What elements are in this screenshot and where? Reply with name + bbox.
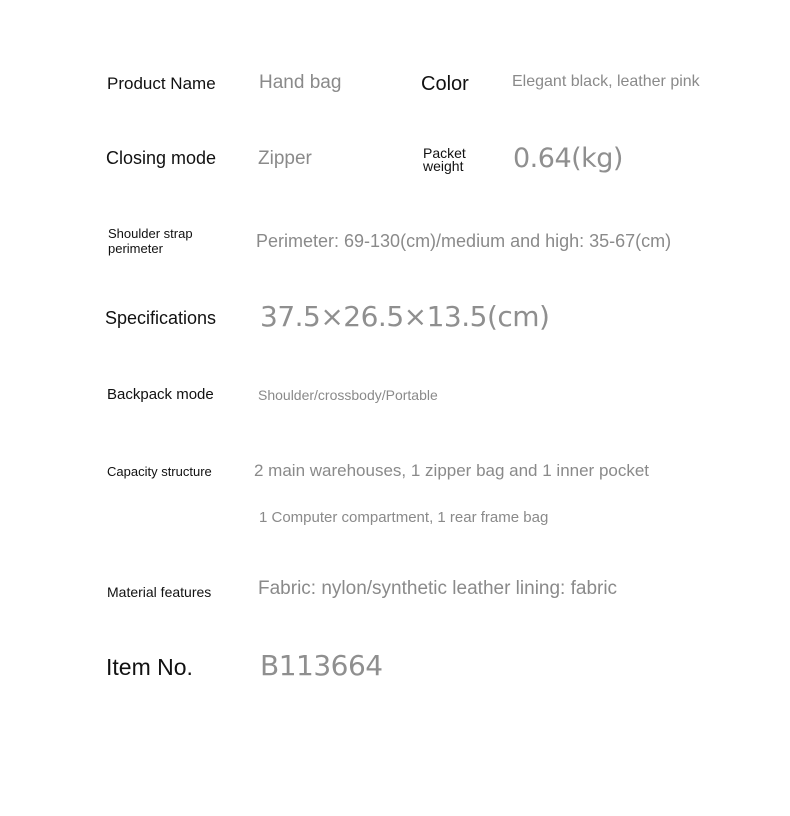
color-label: Color xyxy=(421,73,469,95)
product-name-label: Product Name xyxy=(107,74,216,93)
closing-mode-value: Zipper xyxy=(258,148,312,169)
material-features-label: Material features xyxy=(107,584,212,600)
closing-mode-label: Closing mode xyxy=(106,148,217,168)
packet-weight-label-line1: Packet xyxy=(423,145,466,161)
packet-weight-value: 0.64(kg) xyxy=(513,143,623,174)
shoulder-strap-label-line1: Shoulder strap xyxy=(108,226,193,241)
shoulder-strap-value: Perimeter: 69-130(cm)/medium and high: 35-67(cm) xyxy=(256,231,672,251)
color-value: Elegant black, leather pink xyxy=(512,73,700,90)
backpack-mode-label: Backpack mode xyxy=(107,386,214,403)
capacity-structure-label: Capacity structure xyxy=(107,464,212,479)
backpack-mode-value: Shoulder/crossbody/Portable xyxy=(258,387,438,403)
specifications-label: Specifications xyxy=(105,308,217,328)
product-name-value: Hand bag xyxy=(259,72,342,93)
capacity-structure-value-line2: 1 Computer compartment, 1 rear frame bag xyxy=(259,509,549,526)
packet-weight-label-line2: weight xyxy=(423,158,464,175)
capacity-structure-value-line1: 2 main warehouses, 1 zipper bag and 1 inner pocket xyxy=(254,461,650,480)
packet-weight-label xyxy=(423,145,466,174)
specifications-value: 37.5×26.5×13.5(cm) xyxy=(260,300,550,333)
item-no-label: Item No. xyxy=(106,654,193,680)
shoulder-strap-label-line2: perimeter xyxy=(108,240,163,256)
material-features-value: Fabric: nylon/synthetic leather lining: fabric xyxy=(258,578,618,599)
item-no-value: B113664 xyxy=(260,649,383,682)
shoulder-strap-label xyxy=(108,227,193,257)
